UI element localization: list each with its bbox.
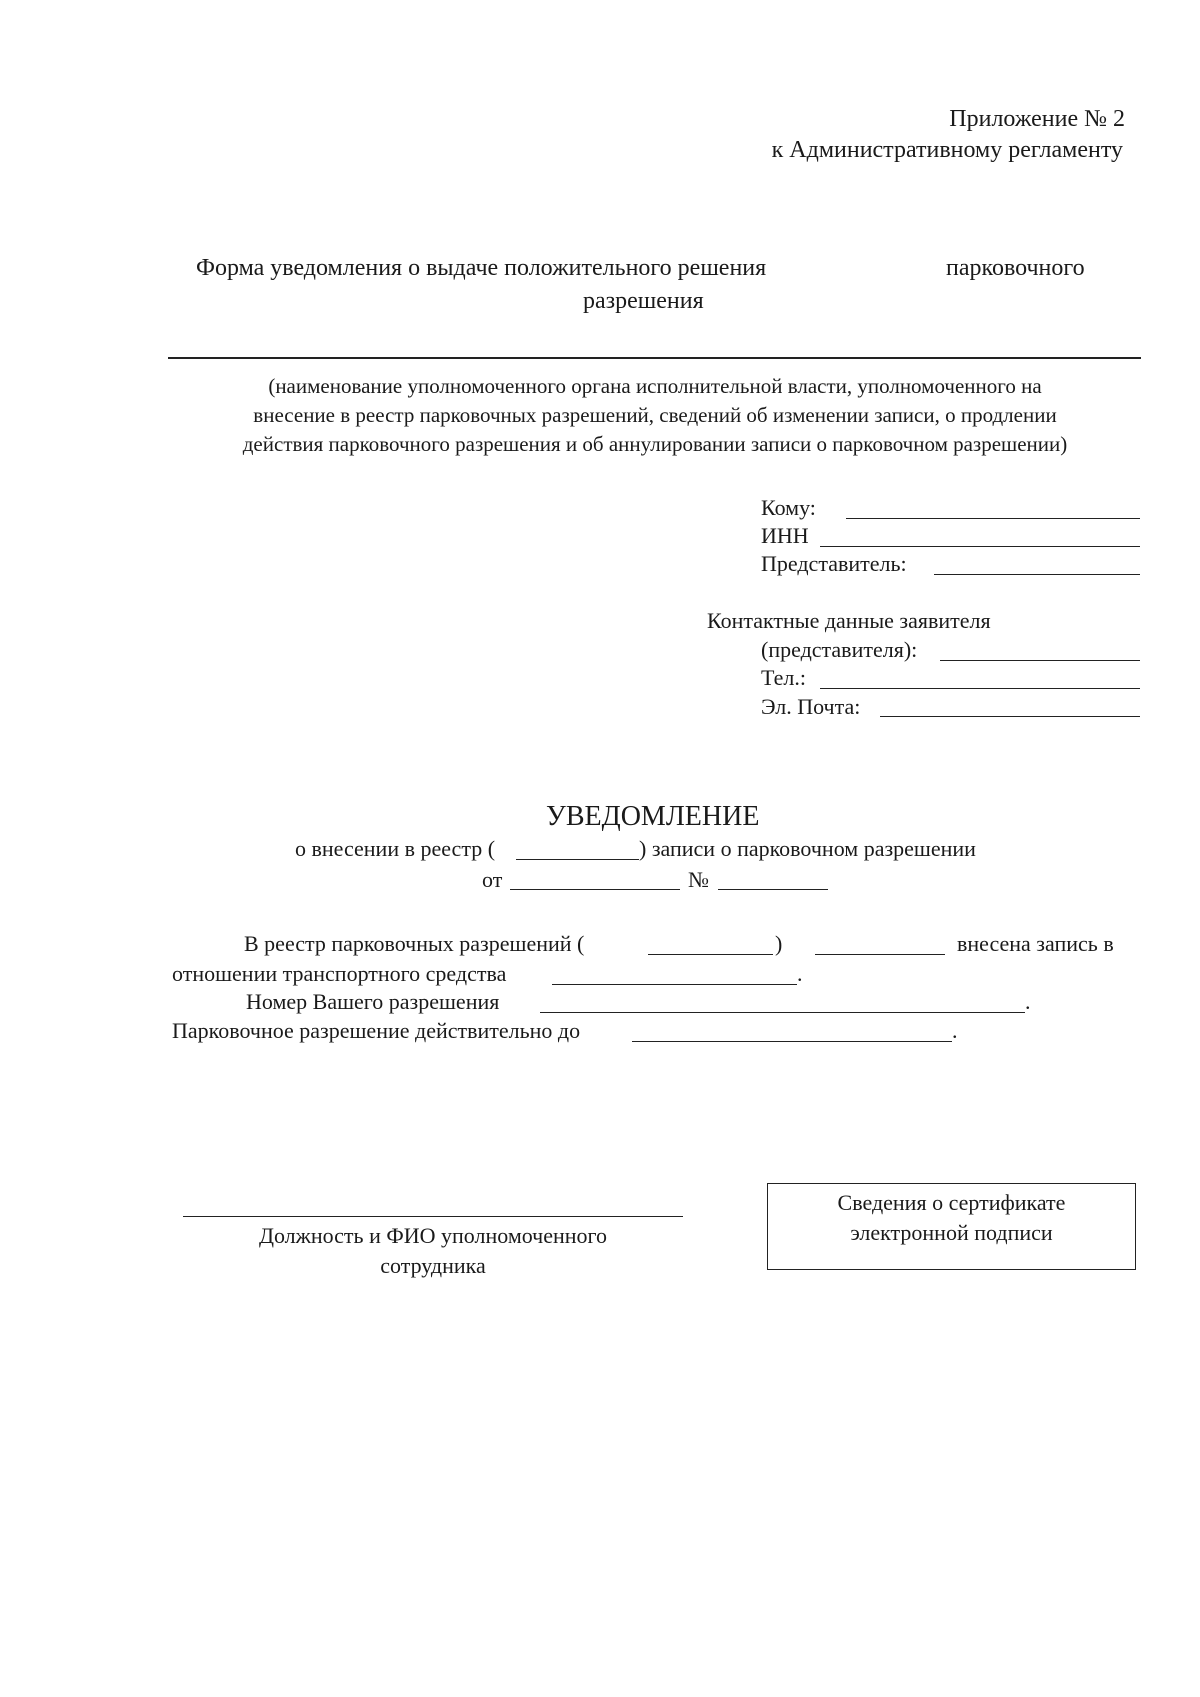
authority-caption bbox=[160, 372, 1150, 459]
body-valid-until-label: Парковочное разрешение действительно до bbox=[172, 1018, 581, 1043]
signature-caption-line1: Должность и ФИО уполномоченного bbox=[258, 1223, 608, 1248]
recipient-to-field[interactable] bbox=[846, 518, 1140, 519]
body-permit-number-label: Номер Вашего разрешения bbox=[246, 989, 500, 1014]
form-title-part2: парковочного bbox=[946, 255, 1085, 281]
body-p1-end: внесена запись в bbox=[957, 931, 1114, 956]
body-vehicle-period: . bbox=[797, 961, 803, 986]
body-vehicle-field[interactable] bbox=[552, 984, 797, 985]
signature-caption bbox=[183, 1221, 683, 1281]
authority-name-line bbox=[168, 357, 1141, 359]
authority-caption-line: (наименование уполномоченного органа исполнительной власти, уполномоченного на bbox=[268, 374, 1042, 398]
annex-number: Приложение № 2 bbox=[949, 106, 1125, 132]
signature-caption-line2: сотрудника bbox=[380, 1253, 486, 1278]
body-permit-number-period: . bbox=[1025, 989, 1031, 1014]
notice-date-label: от bbox=[482, 867, 503, 892]
body-p1-line2: отношении транспортного средства bbox=[172, 961, 507, 986]
notice-title: УВЕДОМЛЕНИЕ bbox=[546, 801, 760, 832]
body-valid-until-field[interactable] bbox=[632, 1041, 952, 1042]
recipient-representative-field[interactable] bbox=[934, 574, 1140, 575]
authority-caption-line: внесение в реестр парковочных разрешений, сведений об изменении записи, о продлении bbox=[253, 403, 1057, 427]
recipient-to-label: Кому: bbox=[761, 495, 816, 520]
notice-number-field[interactable] bbox=[718, 889, 828, 890]
authority-caption-line: действия парковочного разрешения и об аннулировании записи о парковочном разрешении) bbox=[242, 432, 1068, 456]
contacts-representative-label: (представителя): bbox=[761, 637, 918, 662]
form-title-part3: разрешения bbox=[583, 288, 704, 314]
contacts-phone-label: Тел.: bbox=[761, 665, 806, 690]
notice-registry-field[interactable] bbox=[516, 859, 639, 860]
notice-line1-before: о внесении в реестр ( bbox=[295, 836, 496, 861]
signature-line bbox=[183, 1216, 683, 1217]
body-permit-number-field[interactable] bbox=[540, 1012, 1025, 1013]
recipient-inn-label: ИНН bbox=[761, 523, 809, 548]
regulation-reference: к Административному регламенту bbox=[771, 137, 1123, 163]
contacts-representative-field[interactable] bbox=[940, 660, 1140, 661]
form-title-part1: Форма уведомления о выдаче положительного решения bbox=[196, 255, 767, 281]
contacts-phone-field[interactable] bbox=[820, 688, 1140, 689]
certificate-box-line1: Сведения о сертификате bbox=[837, 1190, 1066, 1215]
certificate-box-line2: электронной подписи bbox=[850, 1220, 1053, 1245]
body-registry-field[interactable] bbox=[648, 954, 773, 955]
contacts-heading: Контактные данные заявителя bbox=[707, 608, 991, 633]
body-p1-close: ) bbox=[775, 931, 783, 956]
body-valid-until-period: . bbox=[952, 1018, 958, 1043]
recipient-inn-field[interactable] bbox=[820, 546, 1140, 547]
notice-number-label: № bbox=[688, 867, 709, 892]
notice-line1-after: ) записи о парковочном разрешении bbox=[639, 836, 976, 861]
body-date-field[interactable] bbox=[815, 954, 945, 955]
contacts-email-label: Эл. Почта: bbox=[761, 694, 861, 719]
body-p1-start: В реестр парковочных разрешений ( bbox=[244, 931, 585, 956]
certificate-box bbox=[767, 1183, 1136, 1270]
contacts-email-field[interactable] bbox=[880, 716, 1140, 717]
notice-date-field[interactable] bbox=[510, 889, 680, 890]
recipient-representative-label: Представитель: bbox=[761, 551, 907, 576]
